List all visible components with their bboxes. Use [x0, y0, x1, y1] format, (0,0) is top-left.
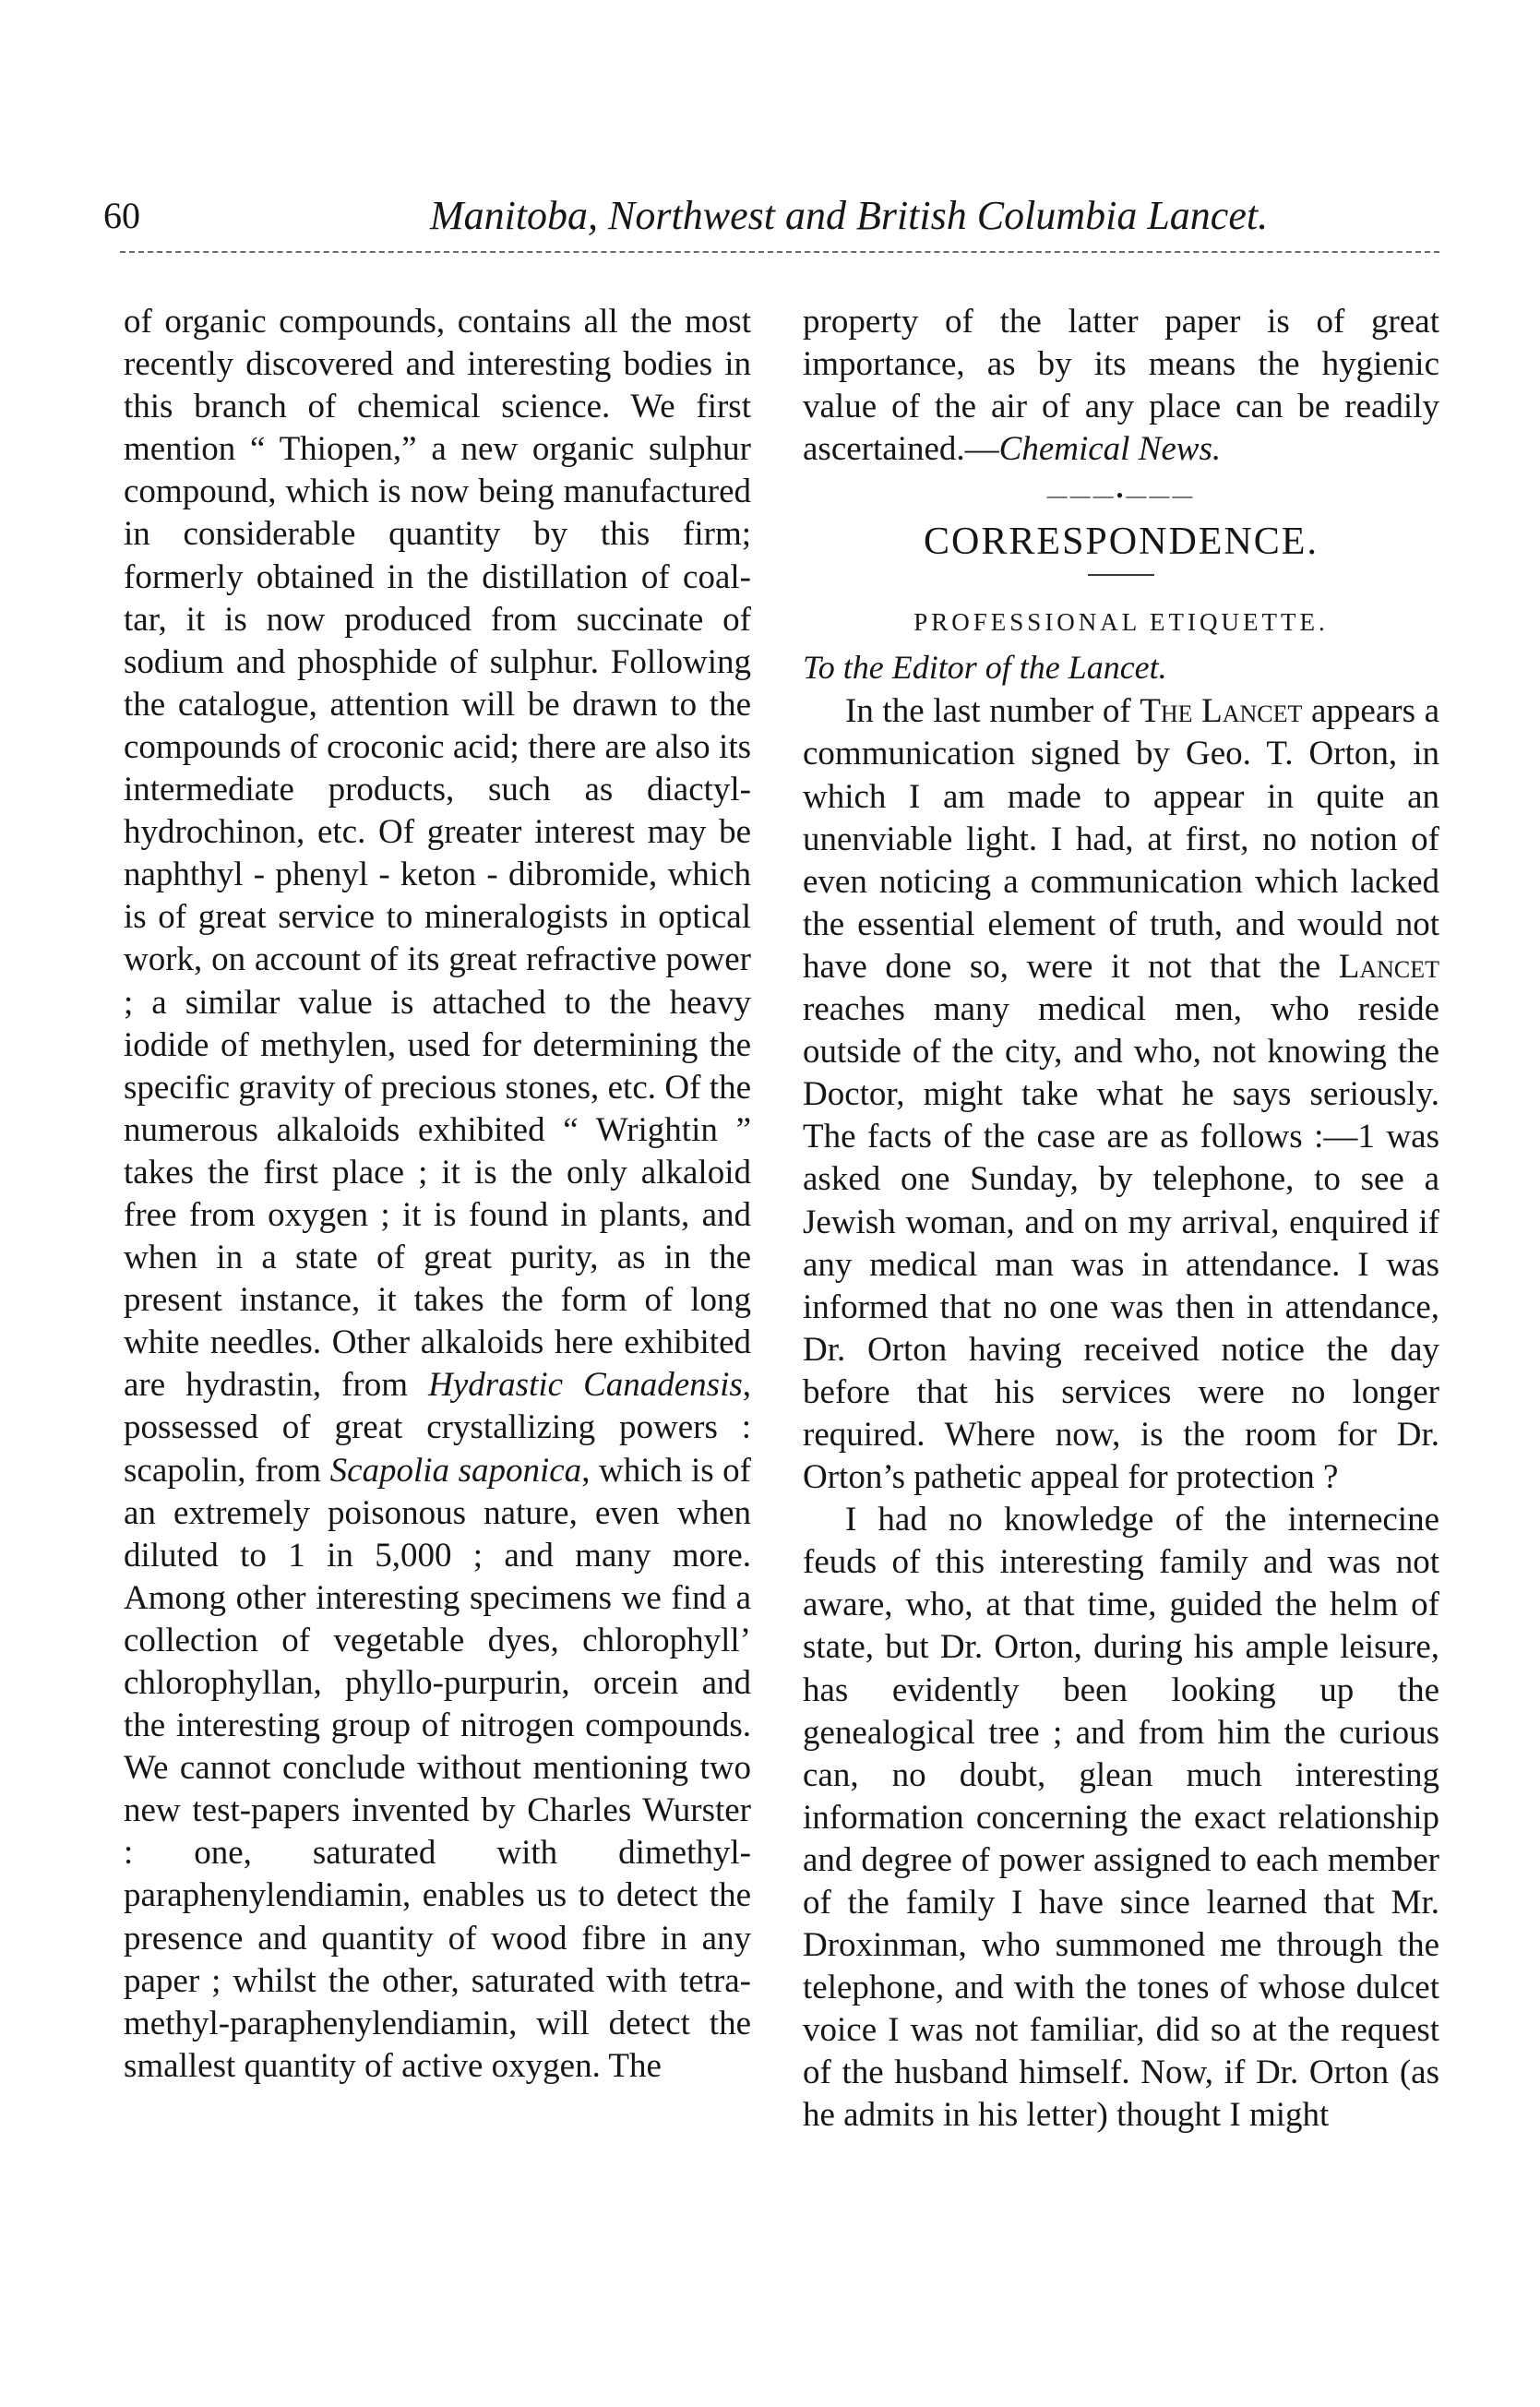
italic-species-name: Scapolia saponica — [329, 1451, 582, 1490]
section-heading: CORRESPONDENCE. — [924, 521, 1319, 564]
letter-salutation: To the Editor of the Lancet. — [803, 649, 1167, 687]
paragraph-text: property of the latter paper is of great importance, as by its means the hygienic value of the air of any place can be readily ascertained.— — [803, 303, 1439, 469]
right-column — [803, 301, 1439, 2138]
section-ornament: ———•——— — [1046, 484, 1196, 508]
page-header — [92, 190, 1458, 245]
heading-rule — [1088, 574, 1154, 576]
continued-paragraph — [803, 301, 1439, 471]
left-column — [124, 301, 751, 2088]
paragraph-text: , possessed of great crystallizing powers : scapolin, from — [124, 1366, 751, 1490]
source-citation: Chemical News. — [998, 430, 1222, 469]
header-rule — [120, 251, 1439, 253]
journal-name: The Lancet — [1140, 692, 1303, 731]
article-heading: PROFESSIONAL ETIQUETTE. — [913, 608, 1329, 637]
paragraph-text: reaches many medical men, who reside outside of the city, and who, not knowing the Doctor, might take what he says seriously. The facts of the case are as follows :—1 was asked one Sunday, by telephone, to see a Jewish woman, and on my arrival, enquired if any medical man was in attendance. I was informed that no one was then in attendance, Dr. Orton having received notice the day before that his services were no longer required. Where now, is the room for Dr. Orton’s pathetic appeal for protection ? — [803, 990, 1439, 1497]
paragraph-text: I had no knowledge of the internecine feuds of this interesting family and was not aware, who, at that time, guided the helm of state, but Dr. Orton, during his ample leisure, has evidently been looking up the genealogical tree ; and from him the curious can, no doubt, glean much interesting information concerning the exact relationship and degree of power assigned to each member of the family I have since learned that Mr. Droxinman, who summoned me through the telephone, and with the tones of whose dulcet voice I was not familiar, did so at the request of the husband himself. Now, if Dr. Orton (as he admits in his letter) thought I might — [803, 1501, 1439, 2135]
running-title: Manitoba, Northwest and British Columbia Lancet. — [429, 193, 1269, 238]
letter-paragraph — [803, 1499, 1439, 2137]
italic-species-name: Hydrastic Canadensis — [428, 1366, 743, 1405]
paragraph-text: appears a communication signed by Geo. T. Orton, in which I am made to appear in quite an unenviable light. I had, at first, no notion of even noticing a communication which lacked the essential element of truth, and would not have done so, were it not that the — [803, 692, 1440, 986]
paragraph-text: In the last number of — [845, 692, 1131, 731]
letter-paragraph — [803, 690, 1439, 1499]
paragraph-text: of organic compounds, contains all the most recently discovered and interesting bodies in this branch of chemical science. We first mention “ Thiopen,” a new organic sulphur compound, which is now being manufactured in considerable quantity by this firm; formerly obtained in the distillation of coal-tar, it is now produced from succinate of sodium and phosphide of sulphur. Following the catalogue, attention will be drawn to the compounds of croconic acid; there are also its intermediate products, such as diactyl-hydrochinon, etc. Of greater interest may be naphthyl - phenyl - keton - dibromide, which is of great service to mineralogists in optical work, on account of its great refractive power ; a similar value is attached to the heavy iodide of methylen, used for determining the specific gravity of precious stones, etc. Of the numerous alkaloids exhibited “ Wrightin ” takes the first place ; it is the only alkaloid free from oxygen ; it is found in plants, and when in a state of great purity, as in the present instance, it takes the form of long white needles. Other alkaloids here exhibited are hydrastin, from — [124, 303, 751, 1405]
journal-name: Lancet — [1338, 947, 1440, 986]
paragraph-text: , which is of an extremely poisonous nature, even when diluted to 1 in 5,000 ; and many more. Among other interesting specimens we find a collection of vegetable dyes, chlorophyll’ chlorophyllan, phyllo-purpurin, orcein and the interesting group of nitrogen compounds. We cannot conclude without mentioning two new test-papers invented by Charles Wurster : one, saturated with dimethyl-paraphenylendiamin, enables us to detect the presence and quantity of wood fibre in any paper ; whilst the other, saturated with tetra-methyl-paraphenylendiamin, will detect the smallest quantity of active oxygen. The — [124, 1451, 751, 2085]
page-number: 60 — [103, 195, 140, 236]
continued-paragraph — [124, 301, 751, 2088]
